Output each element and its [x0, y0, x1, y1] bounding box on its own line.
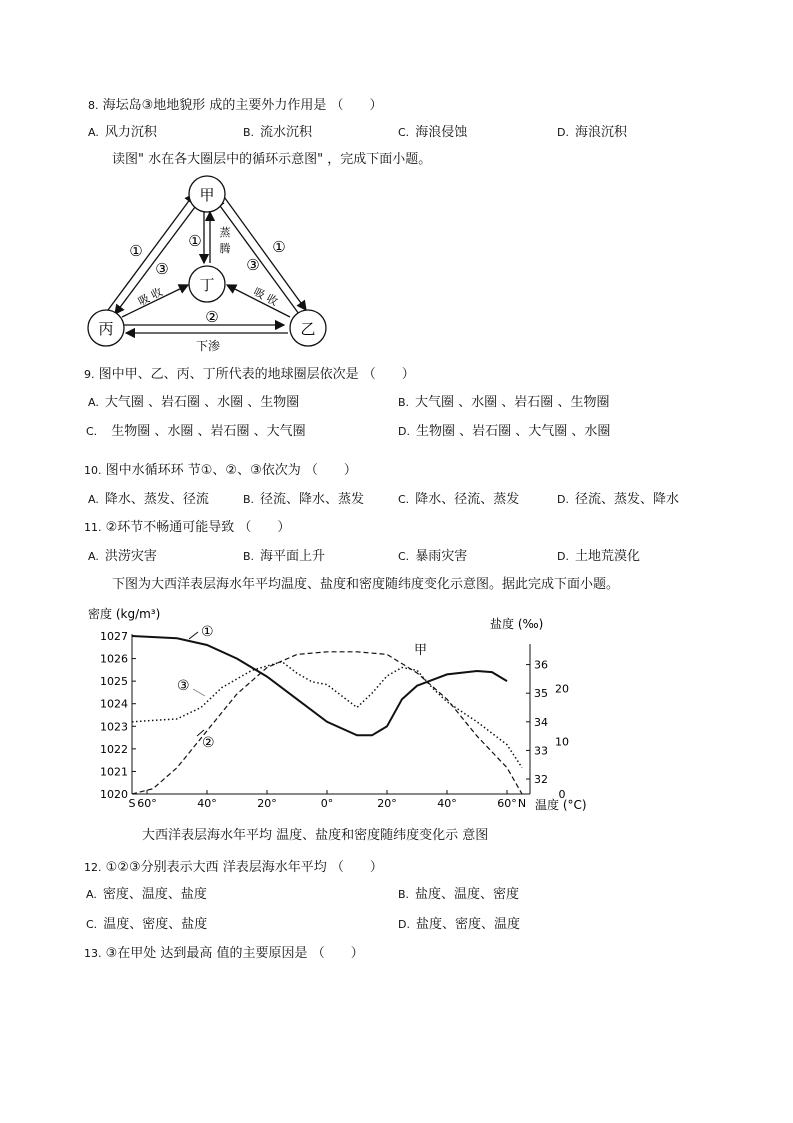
label-c1-right: ① [272, 238, 286, 256]
option-d[interactable]: D. 盐度、密度、温度 [398, 917, 520, 932]
question-stem: ①②③分别表示大西 洋表层海水年平均 （ ） [105, 860, 383, 875]
salinity-tick-label: 33 [534, 744, 548, 758]
water-cycle-diagram [80, 172, 340, 357]
ylabel-density: 密度 (kg/m³) [88, 607, 161, 621]
option-a[interactable]: A. 洪涝灾害 [88, 549, 157, 564]
question-13 [84, 942, 364, 961]
option-c[interactable]: C. 海浪侵蚀 [398, 125, 468, 140]
label-seep: 下渗 [195, 339, 221, 353]
question-stem: 海坛岛③地地貌形 成的主要外力作用是 （ ） [102, 98, 383, 113]
question-9 [84, 363, 415, 382]
label-c1-left: ① [129, 242, 143, 260]
node-jia-label: 甲 [199, 186, 215, 204]
option-b[interactable]: B. 径流、降水、蒸发 [243, 492, 365, 507]
density-tick-label: 1022 [100, 742, 128, 756]
density-tick-label: 1020 [100, 788, 128, 801]
option-b[interactable]: B. 大气圈 、水圈 、岩石圈 、生物圈 [398, 395, 610, 410]
label-absorb-right: 吸 收 [251, 285, 280, 309]
chart-axes [132, 634, 530, 794]
label-c3-right: ③ [246, 256, 260, 274]
option-d[interactable]: D. 径流、蒸发、降水 [557, 492, 679, 507]
salinity-tick-label: 32 [534, 773, 548, 786]
leader-1 [189, 632, 198, 639]
density-tick-label: 1023 [100, 720, 128, 734]
label-evap-2: 腾 [219, 242, 231, 255]
temperature-tick-label: 10 [555, 735, 569, 749]
intro-water-cycle: 读图" 水在各大圈层中的循环示意图" ，完成下面小题。 [112, 152, 432, 167]
label-c1-mid: ① [188, 232, 202, 250]
option-b[interactable]: B. 盐度、温度、密度 [398, 887, 520, 902]
salinity-tick-label: 35 [534, 687, 548, 701]
density-tick-label: 1027 [100, 630, 128, 643]
intro-atlantic: 下图为大西洋表层海水年平均温度、盐度和密度随纬度变化示意图。据此完成下面小题。 [112, 577, 620, 592]
question-11 [84, 516, 290, 535]
x-tick-label: N [517, 797, 527, 810]
option-c[interactable]: C. 生物圈 、水圈 、岩石圈 、大气圈 [86, 424, 306, 439]
question-number: 10. [84, 464, 102, 477]
annotation-2: ② [202, 735, 215, 751]
question-stem: ②环节不畅通可能导致 （ ） [105, 520, 291, 535]
question-number: 8. [88, 99, 99, 112]
x-tick-label: 20° [377, 797, 397, 810]
node-ding-label: 丁 [199, 276, 215, 294]
option-d[interactable]: D. 生物圈 、岩石圈 、大气圈 、水圈 [398, 424, 611, 439]
annotation-3: ③ [177, 678, 190, 694]
atlantic-chart [84, 598, 604, 818]
x-tick-label: 40° [437, 797, 457, 810]
question-10 [84, 459, 357, 478]
leader-3 [193, 689, 205, 696]
option-a[interactable]: A. 风力沉积 [88, 125, 157, 140]
option-c[interactable]: C. 降水、径流、蒸发 [398, 492, 520, 507]
chart-series [132, 636, 522, 794]
option-a[interactable]: A. 降水、蒸发、径流 [88, 492, 209, 507]
option-c[interactable]: C. 暴雨灾害 [398, 549, 468, 564]
annotation-jia: 甲 [414, 643, 428, 658]
x-tick-label: 40° [197, 797, 217, 810]
salinity-tick-label: 34 [534, 715, 548, 729]
question-12 [84, 856, 383, 875]
density-tick-label: 1024 [100, 697, 128, 711]
question-stem: 图中水循环环 节①、②、③依次为 （ ） [105, 463, 357, 478]
label-c2-bottom: ② [205, 308, 219, 326]
x-tick-label: S [128, 797, 136, 810]
temperature-tick-label: 20 [555, 682, 569, 696]
temperature-tick-label: 0 [558, 788, 566, 801]
label-c3-left: ③ [155, 260, 169, 278]
option-c[interactable]: C. 温度、密度、盐度 [86, 917, 208, 932]
question-number: 12. [84, 861, 102, 874]
density-tick-label: 1021 [100, 765, 128, 779]
option-d[interactable]: D. 土地荒漠化 [557, 549, 640, 564]
option-a[interactable]: A. 大气圈 、岩石圈 、水圈 、生物圈 [88, 395, 300, 410]
ylabel-salinity: 盐度 (‰) [490, 617, 544, 631]
chart-caption: 大西洋表层海水年平均 温度、盐度和密度随纬度变化示 意图 [142, 828, 489, 843]
node-bing-label: 丙 [98, 320, 114, 338]
x-tick-label: 60° [137, 797, 157, 810]
option-d[interactable]: D. 海浪沉积 [557, 125, 627, 140]
option-b[interactable]: B. 海平面上升 [243, 549, 326, 564]
question-number: 11. [84, 521, 102, 534]
option-b[interactable]: B. 流水沉积 [243, 125, 313, 140]
x-tick-label: 60° [497, 797, 517, 810]
salinity-tick-label: 36 [534, 658, 548, 672]
xlabel-temperature: 温度 (°C) [535, 798, 587, 812]
question-number: 13. [84, 947, 102, 960]
question-number: 9. [84, 368, 95, 381]
question-8 [88, 94, 383, 113]
density-tick-label: 1025 [100, 675, 128, 689]
label-absorb-left: 吸 收 [136, 285, 165, 309]
x-tick-label: 0° [320, 797, 334, 810]
question-stem: ③在甲处 达到最高 值的主要原因是 （ ） [105, 946, 364, 961]
node-yi-label: 乙 [300, 320, 316, 338]
density-tick-label: 1026 [100, 652, 128, 666]
label-evap-1: 蒸 [219, 226, 231, 239]
x-tick-label: 20° [257, 797, 277, 810]
question-stem: 图中甲、乙、丙、丁所代表的地球圈层依次是 （ ） [98, 367, 415, 382]
option-a[interactable]: A. 密度、温度、盐度 [86, 887, 207, 902]
annotation-1: ① [201, 624, 214, 640]
